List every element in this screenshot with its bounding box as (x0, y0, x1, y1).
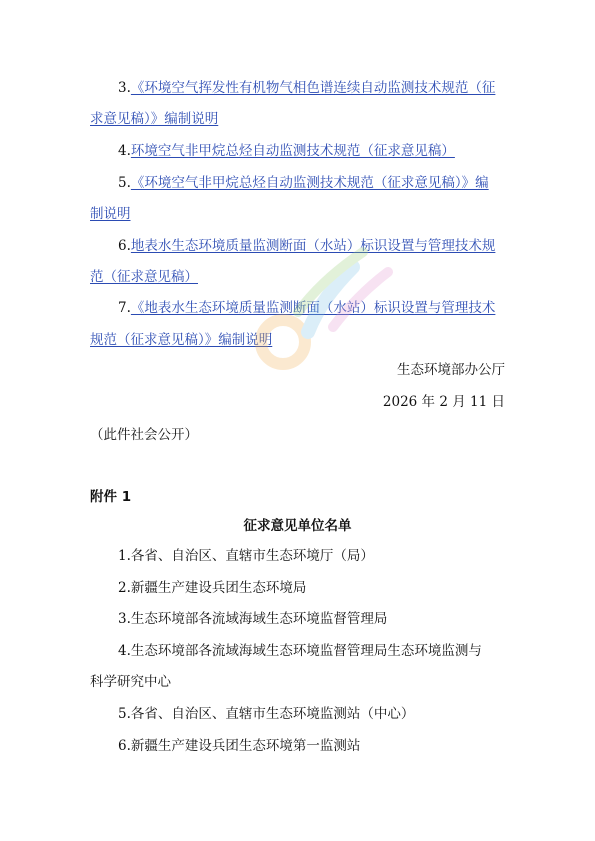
reference-link[interactable]: 《环境空气挥发性有机物气相色谱连续自动监测技术规范（征 (130, 80, 496, 96)
reference-link[interactable]: 范（征求意见稿） (90, 269, 198, 285)
list-item: 3.生态环境部各流域海域生态环境监督管理局 (118, 611, 388, 627)
issuing-office: 生态环境部办公厅 (397, 362, 505, 378)
reference-link[interactable]: 求意见稿）》编制说明 (90, 111, 219, 127)
reference-7-cont[interactable] (90, 331, 272, 349)
reference-3[interactable] (118, 79, 495, 97)
list-item: 5.各省、自治区、直辖市生态环境监测站（中心） (118, 706, 415, 722)
reference-number: 3. (118, 80, 131, 96)
attachment-label: 附件 1 (90, 489, 132, 505)
reference-number: 4. (118, 143, 131, 159)
reference-number: 6. (118, 238, 131, 254)
public-note: （此件社会公开） (90, 427, 198, 443)
reference-4[interactable] (118, 142, 455, 160)
reference-link[interactable]: 规范（征求意见稿）》编制说明 (90, 332, 273, 348)
reference-link[interactable]: 地表水生态环境质量监测断面（水站）标识设置与管理技术规 (130, 238, 496, 254)
list-item: 1.各省、自治区、直辖市生态环境厅（局） (118, 548, 374, 564)
list-item: 4.生态环境部各流域海域生态环境监督管理局生态环境监测与 (118, 643, 482, 659)
reference-3-cont[interactable] (90, 110, 218, 128)
list-item: 2.新疆生产建设兵团生态环境局 (118, 580, 307, 596)
issue-date: 2026 年 2 月 11 日 (382, 394, 505, 410)
reference-6-cont[interactable] (90, 268, 198, 286)
reference-6[interactable] (118, 237, 495, 255)
reference-7[interactable] (118, 299, 495, 317)
reference-link[interactable]: 环境空气非甲烷总烃自动监测技术规范（征求意见稿） (130, 143, 455, 159)
reference-link[interactable]: 制说明 (90, 206, 131, 222)
attachment-title: 征求意见单位名单 (243, 518, 352, 534)
reference-link[interactable]: 《环境空气非甲烷总烃自动监测技术规范（征求意见稿）》编 (130, 175, 489, 191)
reference-5-cont[interactable] (90, 205, 131, 223)
reference-5[interactable] (118, 174, 489, 192)
reference-link[interactable]: 《地表水生态环境质量监测断面（水站）标识设置与管理技术 (130, 300, 496, 316)
reference-number: 5. (118, 175, 131, 191)
list-item: 6.新疆生产建设兵团生态环境第一监测站 (118, 738, 361, 754)
reference-number: 7. (118, 300, 131, 316)
list-item-cont: 科学研究中心 (90, 674, 171, 690)
